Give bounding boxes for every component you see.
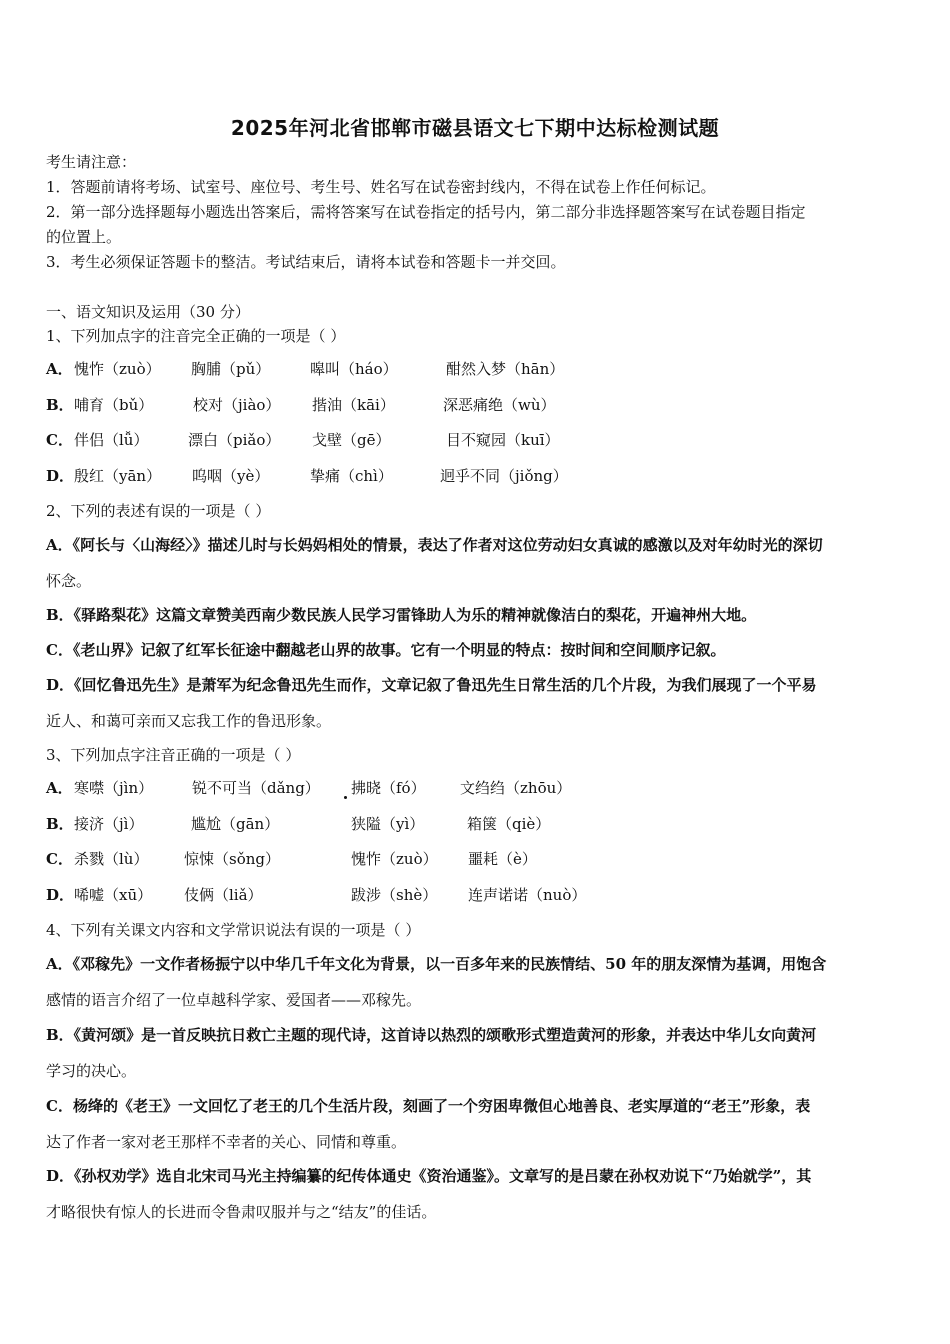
option-word: 寒噤（jìn） (74, 779, 154, 797)
option-word: 接济（jì） (74, 815, 144, 833)
option-word: 跋涉（shè） (351, 886, 438, 904)
option-word: 尴尬（gān） (191, 815, 280, 833)
question-1-stem: 1、下列加点字的注音完全正确的一项是（ ） (46, 327, 346, 345)
option-word: 伎俩（liǎ） (184, 886, 263, 904)
question-2-option-b: B．《驿路梨花》这篇文章赞美西南少数民族人民学习雷锋助人为乐的精神就像洁白的梨花，开遍神州大地。 (46, 606, 757, 624)
section-heading: 一、语文知识及运用（30 分） (46, 303, 250, 321)
option-word: 迥乎不同（jiǒng） (440, 467, 568, 485)
question-4-stem: 4、下列有关课文内容和文学常识说法有误的一项是（ ） (46, 921, 421, 939)
notice-heading: 考生请注意： (46, 153, 137, 171)
notice-item: 2．第一部分选择题每小题选出答案后，需将答案写在试卷指定的括号内，第二部分非选择题答案写在试卷题目指定 (46, 203, 806, 221)
option-word: 文绉绉（zhōu） (460, 779, 572, 797)
emphasis-dot (344, 796, 347, 799)
question-2-option-a-cont: 怀念。 (46, 572, 92, 590)
option-word: 狭隘（yì） (351, 815, 425, 833)
option-word: 胸脯（pǔ） (191, 360, 271, 378)
option-word: 呜咽（yè） (192, 467, 270, 485)
option-word: 目不窥园（kuī） (446, 431, 560, 449)
page-title: 2025年河北省邯郸市磁县语文七下期中达标检测试题 (230, 116, 720, 140)
option-word: 愧怍（zuò） (74, 360, 161, 378)
option-label: D． (46, 886, 75, 904)
question-4-option-a-cont: 感情的语言介绍了一位卓越科学家、爱国者——邓稼先。 (46, 991, 422, 1009)
option-word: 戈壁（gē） (312, 431, 391, 449)
option-word: 拂晓（fó） (351, 779, 426, 797)
option-word: 愧怍（zuò） (351, 850, 438, 868)
option-label: A． (46, 360, 73, 378)
option-label: B． (46, 815, 74, 833)
question-4-option-c: C．杨绛的《老王》一文回忆了老王的几个生活片段，刻画了一个穷困卑微但心地善良、老实厚道的“老王”形象，表 (46, 1097, 811, 1115)
option-label: D． (46, 467, 75, 485)
option-word: 噩耗（è） (468, 850, 537, 868)
question-4-option-b: B．《黄河颂》是一首反映抗日救亡主题的现代诗，这首诗以热烈的颂歌形式塑造黄河的形象，并表达中华儿女向黄河 (46, 1026, 817, 1044)
question-4-option-b-cont: 学习的决心。 (46, 1062, 137, 1080)
question-3-stem: 3、下列加点字注音正确的一项是（ ） (46, 746, 301, 764)
option-label: C． (46, 850, 73, 868)
option-word: 挚痛（chì） (310, 467, 393, 485)
option-label: A． (46, 779, 73, 797)
option-word: 杀戮（lù） (74, 850, 149, 868)
option-word: 揩油（kāi） (312, 396, 395, 414)
option-word: 连声诺诺（nuò） (468, 886, 587, 904)
option-word: 漂白（piǎo） (188, 431, 281, 449)
question-2-option-c: C．《老山界》记叙了红军长征途中翻越老山界的故事。它有一个明显的特点：按时间和空间顺序记叙。 (46, 641, 726, 659)
question-2-option-d-cont: 近人、和蔼可亲而又忘我工作的鲁迅形象。 (46, 712, 332, 730)
question-4-option-c-cont: 达了作者一家对老王那样不幸者的关心、同情和尊重。 (46, 1133, 407, 1151)
option-word: 校对（jiào） (193, 396, 281, 414)
question-4-option-d: D．《孙权劝学》选自北宋司马光主持编纂的纪传体通史《资治通鉴》。文章写的是吕蒙在孙权劝说下“乃始就学”，其 (46, 1167, 812, 1185)
option-word: 哺育（bǔ） (74, 396, 154, 414)
notice-item: 3．考生必须保证答题卡的整洁。考试结束后，请将本试卷和答题卡一并交回。 (46, 253, 566, 271)
option-word: 唏嘘（xū） (74, 886, 153, 904)
option-label: C． (46, 431, 73, 449)
question-2-stem: 2、下列的表述有误的一项是（ ） (46, 502, 271, 520)
notice-item: 的位置上。 (46, 228, 122, 246)
notice-item: 1．答题前请将考场、试室号、座位号、考生号、姓名写在试卷密封线内，不得在试卷上作任何标记。 (46, 178, 716, 196)
option-word: 酣然入梦（hān） (446, 360, 565, 378)
option-word: 殷红（yān） (74, 467, 162, 485)
option-word: 嗥叫（háo） (310, 360, 398, 378)
question-2-option-d: D．《回忆鲁迅先生》是萧军为纪念鲁迅先生而作，文章记叙了鲁迅先生日常生活的几个片段，为我们展现了一个平易 (46, 676, 817, 694)
option-word: 深恶痛绝（wù） (443, 396, 556, 414)
option-word: 惊悚（sǒng） (184, 850, 280, 868)
option-word: 锐不可当（dǎng） (192, 779, 320, 797)
option-word: 伴侣（lǚ） (74, 431, 149, 449)
question-2-option-a: A．《阿长与〈山海经〉》描述儿时与长妈妈相处的情景，表达了作者对这位劳动妇女真诚的感激以及对年幼时光的深切 (46, 536, 823, 554)
option-label: B． (46, 396, 74, 414)
question-4-option-d-cont: 才略很快有惊人的长进而令鲁肃叹服并与之“结友”的佳话。 (46, 1203, 437, 1221)
option-word: 箱箧（qiè） (467, 815, 551, 833)
question-4-option-a: A．《邓稼先》一文作者杨振宁以中华几千年文化为背景，以一百多年来的民族情结、50 年的朋友深情为基调，用饱含 (46, 955, 827, 973)
